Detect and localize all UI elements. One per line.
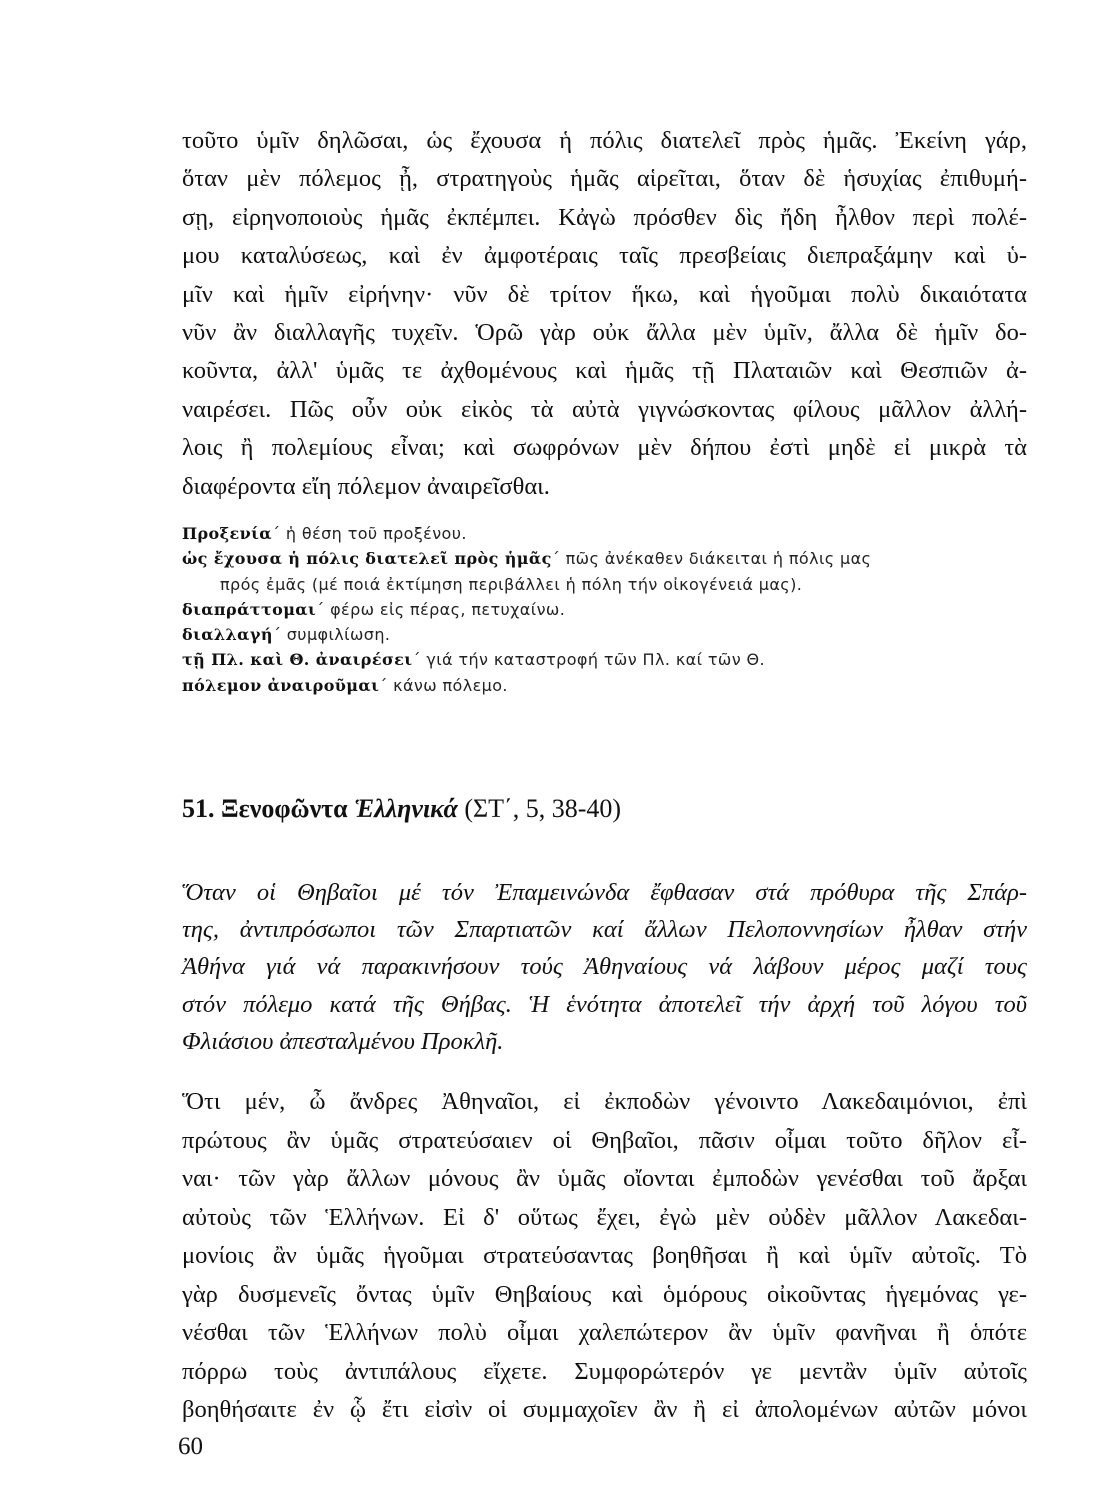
- passage-line: λοις ἢ πολεμίους εἶναι; καὶ σωφρόνων μὲν δήπου ἐστὶ μηδὲ εἰ μικρὰ τὰ: [182, 434, 1027, 462]
- passage-line: πόρρω τοὺς ἀντιπάλους εἴχετε. Συμφορώτερόν γε μεντἂν ὑμῖν αὐτοῖς: [182, 1357, 1027, 1385]
- glossary: [182, 521, 1027, 698]
- glossary-entry: τῇ Πλ. καὶ Θ. ἀναιρέσει΄ γιά τήν καταστροφή τῶν Πλ. καί τῶν Θ.: [182, 650, 766, 670]
- greek-passage-top: [182, 122, 1027, 506]
- passage-line: τοῦτο ὑμῖν δηλῶσαι, ὡς ἔχουσα ἡ πόλις διατελεῖ πρὸς ἡμᾶς. Ἐκείνη γάρ,: [182, 127, 1027, 154]
- glossary-term: τῇ Πλ. καὶ Θ. ἀναιρέσει: [182, 650, 413, 670]
- glossary-term: πόλεμον ἀναιροῦμαι: [182, 675, 380, 695]
- section-work-title: Ἑλληνικά: [354, 794, 458, 823]
- passage-line: γὰρ δυσμενεῖς ὄντας ὑμῖν Θηβαίους καὶ ὁμόρους οἰκοῦντας ἡγεμόνας γε-: [182, 1280, 1027, 1308]
- glossary-definition: κάνω πόλεμο.: [393, 675, 508, 695]
- intro-line: Φλιάσιου ἀπεσταλμένου Προκλῆ.: [182, 1027, 504, 1055]
- passage-line: νῦν ἂν διαλλαγῆς τυχεῖν. Ὁρῶ γὰρ οὐκ ἄλλα μὲν ὑμῖν, ἄλλα δὲ ἡμῖν δο-: [182, 319, 1027, 347]
- glossary-term: διαλλαγή: [182, 625, 273, 645]
- intro-line: στόν πόλεμο κατά τῆς Θήβας. Ἡ ἑνότητα ἀποτελεῖ τήν ἀρχή τοῦ λόγου τοῦ: [182, 990, 1027, 1018]
- intro-line: της, ἀντιπρόσωποι τῶν Σπαρτιατῶν καί ἄλλων Πελοποννησίων ἦλθαν στήν: [182, 916, 1027, 944]
- glossary-definition: ἡ θέση τοῦ προξένου.: [285, 524, 467, 543]
- glossary-entry: διαπράττομαι΄ φέρω εἰς πέρας, πετυχαίνω.: [182, 599, 566, 619]
- glossary-entry: πόλεμον ἀναιροῦμαι΄ κάνω πόλεμο.: [182, 675, 508, 695]
- greek-passage-bottom: [182, 1083, 1027, 1430]
- passage-line: ναιρέσει. Πῶς οὖν οὐκ εἰκὸς τὰ αὐτὰ γιγνώσκοντας φίλους μᾶλλον ἀλλή-: [182, 395, 1027, 423]
- passage-line: Ὅτι μέν, ὦ ἄνδρες Ἀθηναῖοι, εἰ ἐκποδὼν γένοιντο Λακεδαιμόνιοι, ἐπὶ: [182, 1088, 1027, 1115]
- intro-line: Ὅταν οἱ Θηβαῖοι μέ τόν Ἐπαμεινώνδα ἔφθασαν στά πρόθυρα τῆς Σπάρ-: [182, 879, 1027, 906]
- glossary-term: διαπράττομαι: [182, 599, 317, 619]
- glossary-definition: φέρω εἰς πέρας, πετυχαίνω.: [330, 599, 566, 619]
- intro-line: Ἀθήνα γιά νά παρακινήσουν τούς Ἀθηναίους νά λάβουν μέρος μαζί τους: [182, 953, 1027, 981]
- passage-line: κοῦντα, ἀλλ' ὑμᾶς τε ἀχθομένους καὶ ἡμᾶς τῇ Πλαταιῶν καὶ Θεσπιῶν ἀ-: [182, 357, 1027, 385]
- glossary-definition: γιά τήν καταστροφή τῶν Πλ. καί τῶν Θ.: [426, 650, 766, 670]
- section-reference: (ΣΤ΄, 5, 38-40): [464, 794, 622, 823]
- page-number: 60: [178, 1433, 203, 1460]
- glossary-term: ὡς ἔχουσα ἡ πόλις διατελεῖ πρὸς ἡμᾶς: [182, 549, 552, 569]
- glossary-definition: πῶς ἀνέκαθεν διάκειται ἡ πόλις μας: [565, 549, 872, 569]
- passage-line: νέσθαι τῶν Ἑλλήνων πολὺ οἶμαι χαλεπώτερον ἂν ὑμῖν φανῆναι ἢ ὁπότε: [182, 1319, 1027, 1346]
- section-number: 51.: [182, 794, 215, 823]
- passage-line: βοηθήσαιτε ἐν ᾧ ἔτι εἰσὶν οἱ συμμαχοῖεν ἂν ἢ εἰ ἀπολομένων αὐτῶν μόνοι: [182, 1396, 1027, 1423]
- passage-line: αὐτοὺς τῶν Ἑλλήνων. Εἰ δ' οὕτως ἔχει, ἐγὼ μὲν οὐδὲν μᾶλλον Λακεδαι-: [182, 1203, 1027, 1231]
- glossary-entry-continuation: [182, 572, 1027, 597]
- passage-line: μονίοις ἂν ὑμᾶς ἡγοῦμαι στρατεύσαντας βοηθῆσαι ἢ καὶ ὑμῖν αὐτοῖς. Τὸ: [182, 1242, 1027, 1269]
- passage-line: μου καταλύσεως, καὶ ἐν ἀμφοτέραις ταῖς πρεσβείαις διεπραξάμην καὶ ὑ-: [182, 242, 1027, 270]
- passage-line: πρώτους ἂν ὑμᾶς στρατεύσαιεν οἱ Θηβαῖοι, πᾶσιν οἶμαι τοῦτο δῆλον εἶ-: [182, 1126, 1027, 1154]
- glossary-entry: ὡς ἔχουσα ἡ πόλις διατελεῖ πρὸς ἡμᾶς΄ πῶς ἀνέκαθεν διάκειται ἡ πόλις μας: [182, 549, 872, 569]
- glossary-definition: συμφιλίωση.: [286, 625, 391, 645]
- passage-line: διαφέροντα εἴη πόλεμον ἀναιρεῖσθαι.: [182, 472, 550, 500]
- glossary-definition: πρός ἐμᾶς (μέ ποιά ἐκτίμηση περιβάλλει ἡ πόλη τήν οἰκογένειά μας).: [220, 574, 803, 594]
- section-author: Ξενοφῶντα: [221, 794, 348, 823]
- passage-line: ὅταν μὲν πόλεμος ᾖ, στρατηγοὺς ἡμᾶς αἱρεῖται, ὅταν δὲ ἡσυχίας ἐπιθυμή-: [182, 165, 1027, 193]
- glossary-entry: διαλλαγή΄ συμφιλίωση.: [182, 625, 391, 645]
- glossary-entry: Προξενία΄ ἡ θέση τοῦ προξένου.: [182, 524, 467, 543]
- passage-line: μῖν καὶ ἡμῖν εἰρήνην· νῦν δὲ τρίτον ἥκω, καὶ ἡγοῦμαι πολὺ δικαιότατα: [182, 280, 1027, 308]
- passage-line: σῃ, εἰρηνοποιοὺς ἡμᾶς ἐκπέμπει. Κἀγὼ πρόσθεν δὶς ἤδη ἦλθον περὶ πολέ-: [182, 203, 1027, 231]
- section-heading: [182, 792, 1027, 826]
- passage-line: ναι· τῶν γὰρ ἄλλων μόνους ἂν ὑμᾶς οἴονται ἐμποδὼν γενέσθαι τοῦ ἄρξαι: [182, 1165, 1027, 1192]
- section-introduction: [182, 874, 1027, 1060]
- glossary-term: Προξενία: [182, 524, 272, 543]
